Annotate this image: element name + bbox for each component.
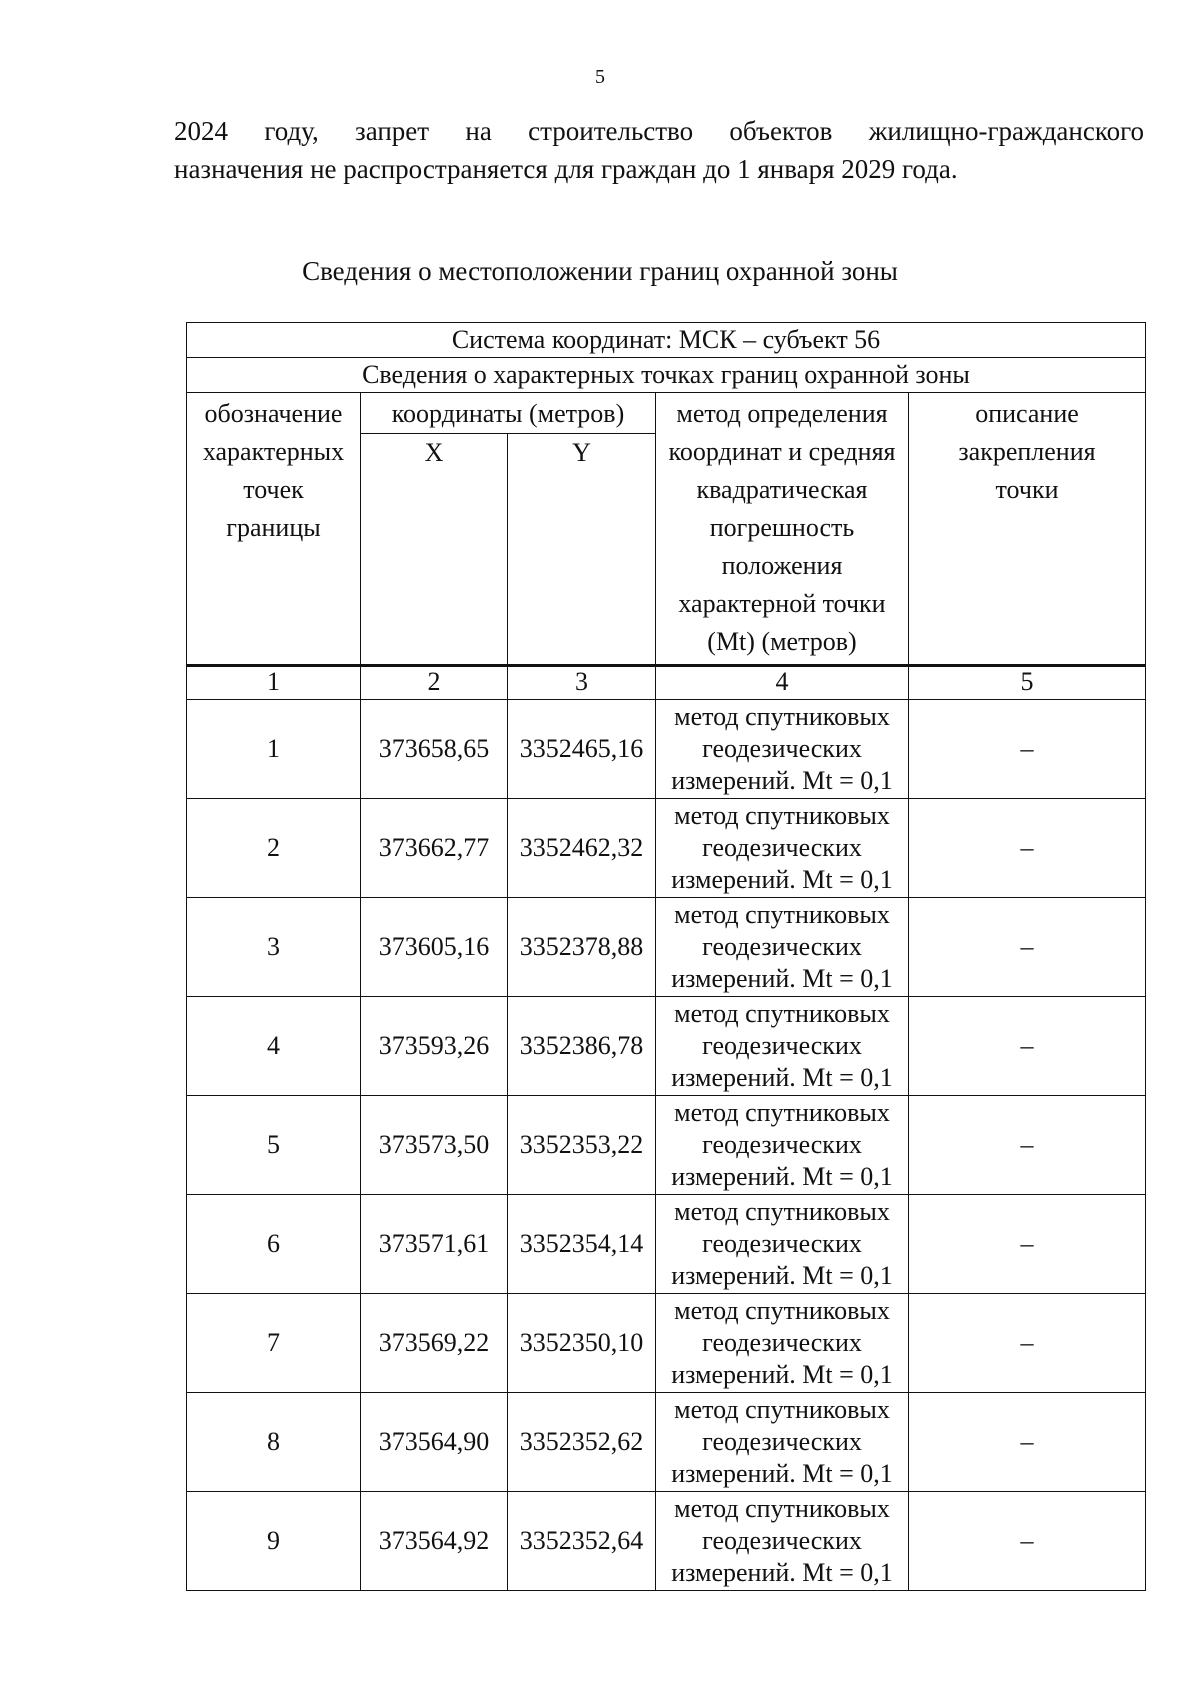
- description-cell: –: [909, 1096, 1146, 1195]
- method-line: измерений. Mt = 0,1: [671, 1063, 893, 1092]
- header-point-designation: [187, 393, 361, 666]
- description-cell: –: [909, 997, 1146, 1096]
- y-coordinate-cell: 3352462,32: [508, 799, 656, 898]
- method-line: геодезических: [702, 1526, 862, 1555]
- description-cell: –: [909, 799, 1146, 898]
- header-line: характерной точки: [678, 589, 886, 618]
- y-coordinate-cell: 3352386,78: [508, 997, 656, 1096]
- method-line: метод спутниковых: [674, 801, 890, 830]
- y-coordinate-cell: 3352354,14: [508, 1195, 656, 1294]
- x-coordinate-cell: 373658,65: [361, 700, 508, 799]
- point-id-cell: 6: [187, 1195, 361, 1294]
- method-line: измерений. Mt = 0,1: [671, 1261, 893, 1290]
- method-line: измерений. Mt = 0,1: [671, 766, 893, 795]
- header-line: точки: [995, 475, 1059, 504]
- method-line: метод спутниковых: [674, 1098, 890, 1127]
- column-number: 1: [187, 666, 361, 700]
- x-coordinate-cell: 373571,61: [361, 1195, 508, 1294]
- method-line: измерений. Mt = 0,1: [671, 865, 893, 894]
- method-line: метод спутниковых: [674, 702, 890, 731]
- header-line: обозначение: [204, 399, 343, 428]
- table-row: [187, 799, 1146, 898]
- column-number: 3: [508, 666, 656, 700]
- section-title: Сведения о местоположении границ охранной зоны: [302, 256, 898, 286]
- method-line: метод спутниковых: [674, 1296, 890, 1325]
- intro-line-1: 2024 году, запрет на строительство объектов жилищно-гражданского: [174, 116, 1144, 146]
- x-coordinate-cell: 373605,16: [361, 898, 508, 997]
- method-line: метод спутниковых: [674, 1395, 890, 1424]
- point-id-cell: 8: [187, 1393, 361, 1492]
- table-body: [187, 700, 1146, 1591]
- method-line: метод спутниковых: [674, 1494, 890, 1523]
- point-id-cell: 2: [187, 799, 361, 898]
- header-description: [909, 393, 1146, 666]
- point-id-cell: 5: [187, 1096, 361, 1195]
- y-coordinate-cell: 3352353,22: [508, 1096, 656, 1195]
- point-id-cell: 7: [187, 1294, 361, 1393]
- x-coordinate-cell: 373564,92: [361, 1492, 508, 1591]
- column-number: 5: [909, 666, 1146, 700]
- method-line: геодезических: [702, 932, 862, 961]
- header-line: описание: [975, 399, 1079, 428]
- method-line: метод спутниковых: [674, 900, 890, 929]
- description-cell: –: [909, 700, 1146, 799]
- method-cell: [656, 898, 909, 997]
- intro-line-2: назначения не распространяется для граждан до 1 января 2029 года.: [174, 154, 958, 184]
- method-cell: [656, 1294, 909, 1393]
- page-number: 5: [595, 66, 605, 88]
- header-line: положения: [721, 551, 843, 580]
- point-id-cell: 9: [187, 1492, 361, 1591]
- x-coordinate-cell: 373564,90: [361, 1393, 508, 1492]
- method-line: геодезических: [702, 1229, 862, 1258]
- method-line: метод спутниковых: [674, 999, 890, 1028]
- method-line: измерений. Mt = 0,1: [671, 1459, 893, 1488]
- table-row: [187, 898, 1146, 997]
- point-id-cell: 1: [187, 700, 361, 799]
- y-coordinate-cell: 3352352,64: [508, 1492, 656, 1591]
- table-row: [187, 1294, 1146, 1393]
- header-line: координат и средняя: [668, 437, 896, 466]
- y-coordinate-cell: 3352378,88: [508, 898, 656, 997]
- x-coordinate-cell: 373569,22: [361, 1294, 508, 1393]
- x-coordinate-cell: 373593,26: [361, 997, 508, 1096]
- header-method: [656, 393, 909, 666]
- table-row: [187, 1492, 1146, 1591]
- method-line: геодезических: [702, 1031, 862, 1060]
- table-row: [187, 1096, 1146, 1195]
- table-row: [187, 1195, 1146, 1294]
- method-line: геодезических: [702, 1427, 862, 1456]
- header-line: границы: [226, 513, 321, 542]
- method-cell: [656, 700, 909, 799]
- method-line: измерений. Mt = 0,1: [671, 1360, 893, 1389]
- table-row: [187, 1393, 1146, 1492]
- coordinate-system-row: Система координат: МСК – субъект 56: [187, 323, 1146, 358]
- method-cell: [656, 1492, 909, 1591]
- header-line: точек: [243, 475, 304, 504]
- method-line: измерений. Mt = 0,1: [671, 1162, 893, 1191]
- method-line: геодезических: [702, 833, 862, 862]
- column-number: 2: [361, 666, 508, 700]
- method-line: геодезических: [702, 1328, 862, 1357]
- y-coordinate-cell: 3352465,16: [508, 700, 656, 799]
- y-coordinate-cell: 3352352,62: [508, 1393, 656, 1492]
- method-line: измерений. Mt = 0,1: [671, 1558, 893, 1587]
- description-cell: –: [909, 1195, 1146, 1294]
- table-row: [187, 700, 1146, 799]
- method-line: измерений. Mt = 0,1: [671, 964, 893, 993]
- table-row: [187, 997, 1146, 1096]
- header-line: (Mt) (метров): [707, 627, 857, 656]
- header-line: квадратическая: [696, 475, 868, 504]
- point-id-cell: 3: [187, 898, 361, 997]
- method-cell: [656, 799, 909, 898]
- x-coordinate-cell: 373573,50: [361, 1096, 508, 1195]
- column-number: 4: [656, 666, 909, 700]
- method-cell: [656, 1195, 909, 1294]
- header-line: закрепления: [958, 437, 1096, 466]
- method-line: метод спутниковых: [674, 1197, 890, 1226]
- point-id-cell: 4: [187, 997, 361, 1096]
- intro-paragraph: [174, 112, 1144, 188]
- description-cell: –: [909, 1492, 1146, 1591]
- method-cell: [656, 1393, 909, 1492]
- header-line: метод определения: [676, 399, 888, 428]
- method-line: геодезических: [702, 1130, 862, 1159]
- description-cell: –: [909, 898, 1146, 997]
- header-y: Y: [508, 434, 656, 666]
- description-cell: –: [909, 1294, 1146, 1393]
- header-x: X: [361, 434, 508, 666]
- method-cell: [656, 997, 909, 1096]
- header-line: погрешность: [709, 513, 855, 542]
- header-line: характерных: [202, 437, 345, 466]
- x-coordinate-cell: 373662,77: [361, 799, 508, 898]
- description-cell: –: [909, 1393, 1146, 1492]
- method-cell: [656, 1096, 909, 1195]
- header-coordinates: координаты (метров): [361, 393, 656, 434]
- y-coordinate-cell: 3352350,10: [508, 1294, 656, 1393]
- method-line: геодезических: [702, 734, 862, 763]
- coordinates-table: [186, 322, 1146, 1591]
- boundary-points-info-row: Сведения о характерных точках границ охранной зоны: [187, 358, 1146, 393]
